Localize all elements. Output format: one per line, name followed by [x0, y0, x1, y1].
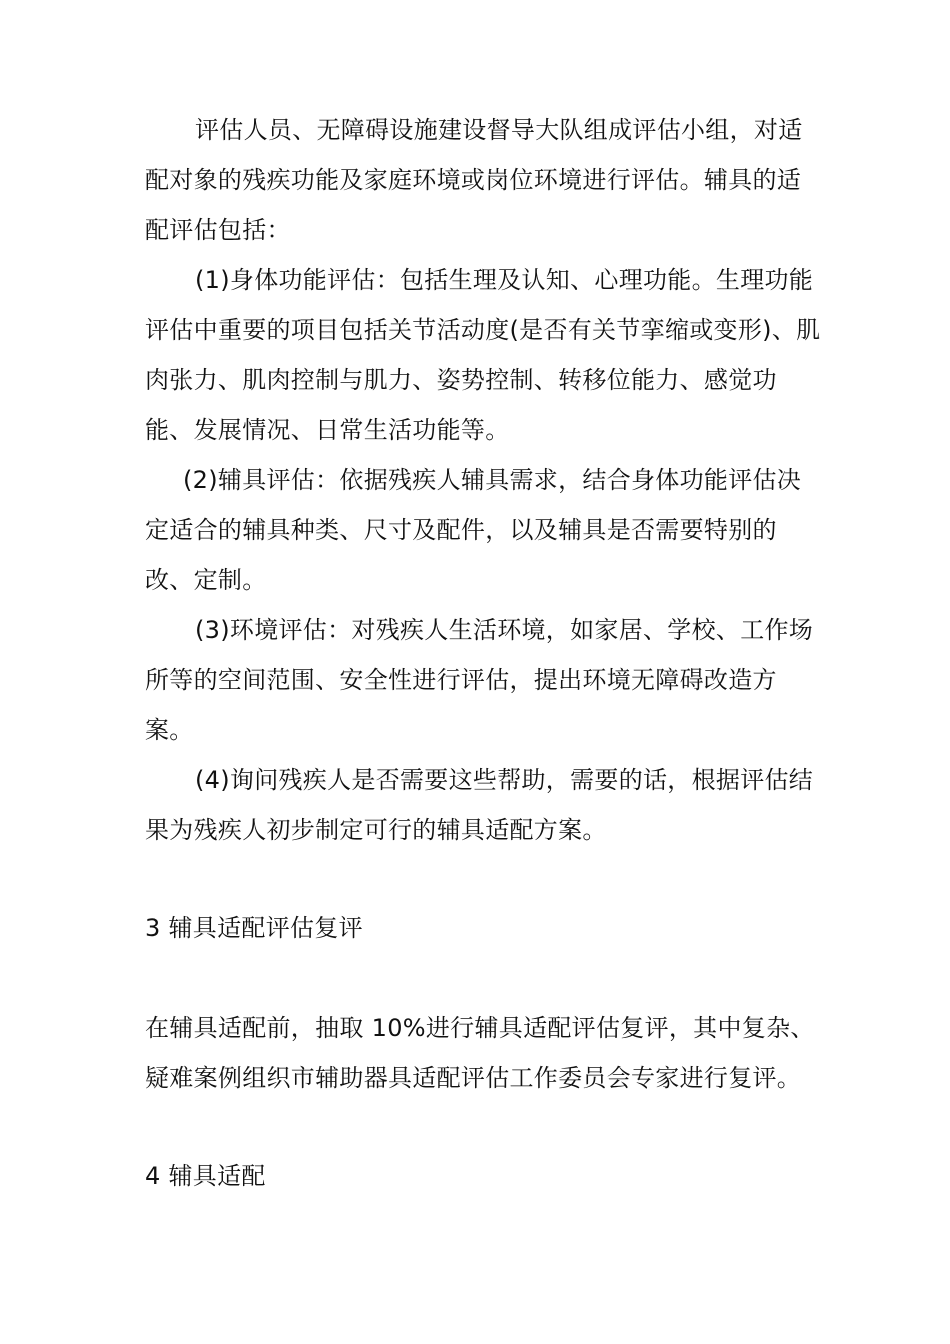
section-4-heading: 4 辅具适配: [145, 1162, 266, 1190]
paragraph-body-function-assessment: (1)身体功能评估：包括生理及认知、心理功能。生理功能评估中重要的项目包括关节活动度(是否有关节挛缩或变形)、肌肉张力、肌肉控制与肌力、姿势控制、转移位能力、感觉功能、发展情况、日常生活功能等。: [145, 266, 821, 444]
section-3-heading: 3 辅具适配评估复评: [145, 914, 363, 942]
paragraph-environment-assessment: (3)环境评估：对残疾人生活环境，如家居、学校、工作场所等的空间范围、安全性进行评估，提出环境无障碍改造方案。: [145, 616, 814, 744]
paragraph-inquiry: (4)询问残疾人是否需要这些帮助，需要的话，根据评估结果为残疾人初步制定可行的辅具适配方案。: [145, 766, 814, 844]
paragraph-aid-assessment: (2)辅具评估：依据残疾人辅具需求，结合身体功能评估决定适合的辅具种类、尺寸及配件，以及辅具是否需要特别的改、定制。: [145, 466, 802, 594]
paragraph-intro: 评估人员、无障碍设施建设督导大队组成评估小组，对适配对象的残疾功能及家庭环境或岗位环境进行评估。辅具的适配评估包括：: [145, 116, 803, 244]
section-3-body: 在辅具适配前，抽取 10%进行辅具适配评估复评，其中复杂、疑难案例组织市辅助器具适配评估工作委员会专家进行复评。: [145, 1014, 815, 1092]
